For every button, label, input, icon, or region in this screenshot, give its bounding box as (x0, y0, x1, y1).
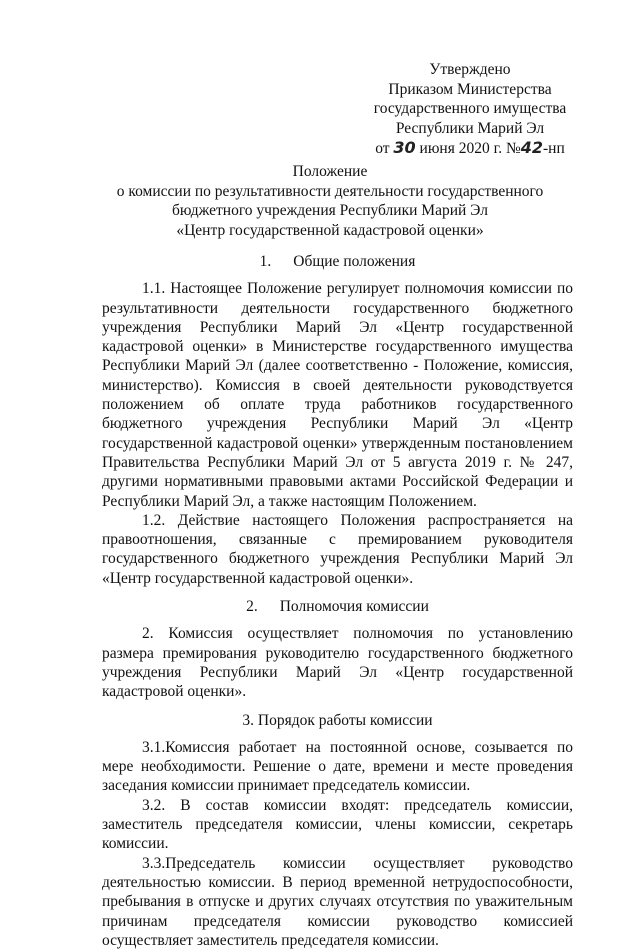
handwritten-number: 42 (520, 138, 544, 157)
section-number: 1. (259, 253, 272, 270)
section-number: 2. (246, 598, 258, 616)
paragraph: 2. Комиссия осуществляет полномочия по установлению размера премирования руководителю государственного бюджетного учреждения Республики Марий Эл «Центр государственной кадастровой оценки». (102, 625, 573, 701)
date-middle: июня 2020 г. № (419, 140, 521, 157)
section-title: Общие положения (293, 253, 416, 270)
spacer (102, 702, 573, 711)
approval-date-line (360, 138, 580, 159)
date-prefix: от (375, 140, 390, 157)
approval-line: государственного имущества (373, 100, 567, 117)
title-line: «Центр государственной кадастровой оценки» (176, 221, 484, 239)
section-title: Полномочия комиссии (279, 598, 429, 616)
paragraph: 3.3.Председатель комиссии осуществляет руководство деятельностью комиссии. В период временной нетрудоспособности, пребывания в отпуске и других случаях отсутствия по уважительным причинам председателя комиссии руководство комиссией осуществляет заместитель председателя комиссии. (102, 854, 573, 949)
approval-line: Республики Марий Эл (395, 119, 545, 137)
paragraph: 1.2. Действие настоящего Положения распространяется на правоотношения, связанные с премированием руководителя государственного бюджетного учреждения Республики Марий Эл «Центр государственной кадастровой оценки». (102, 511, 573, 587)
title-line: Положение (292, 163, 368, 180)
spacer (102, 588, 573, 597)
section-heading (102, 597, 573, 616)
paragraph: 3.1.Комиссия работает на постоянной основе, созывается по мере необходимости. Решение о дате, времени и месте проведения заседания комиссии принимает председатель комиссии. (102, 738, 573, 795)
section-heading (102, 252, 573, 271)
approval-line: Утверждено (429, 61, 511, 78)
section-heading (102, 711, 573, 730)
paragraph: 1.1. Настоящее Положение регулирует полномочия комиссии по результативности деятельности государственного бюджетного учреждения Республики Марий Эл «Центр государственной кадастровой оценки» в Министерстве государственного имущества Республики Марий Эл (далее соответственно - Положение, комиссия, министерство). Комиссия в своей деятельности руководствуется положением об оплате труда работников государственного бюджетного учреждения Республики Марий Эл «Центр государственной кадастровой оценки» утвержденным постановлением Правительства Республики Марий Эл от 5 августа 2019 г. № 247, другими нормативными правовыми актами Российской Федерации и Республики Марий Эл, а также настоящим Положением. (102, 280, 573, 510)
approval-line: Приказом Министерства (388, 80, 552, 98)
section-title: 3. Порядок работы комиссии (242, 711, 433, 729)
handwritten-day: 30 (393, 138, 416, 157)
title-line: бюджетного учреждения Республики Марий Эл (172, 202, 488, 219)
paragraph: 3.2. В состав комиссии входят: председатель комиссии, заместитель председателя комиссии, члены комиссии, секретарь комиссии. (102, 796, 573, 853)
document-body (102, 252, 573, 950)
document-title (80, 162, 580, 240)
date-suffix: -нп (543, 140, 565, 157)
title-line: о комиссии по результативности деятельности государственного (116, 182, 544, 200)
approval-stamp (360, 60, 580, 159)
